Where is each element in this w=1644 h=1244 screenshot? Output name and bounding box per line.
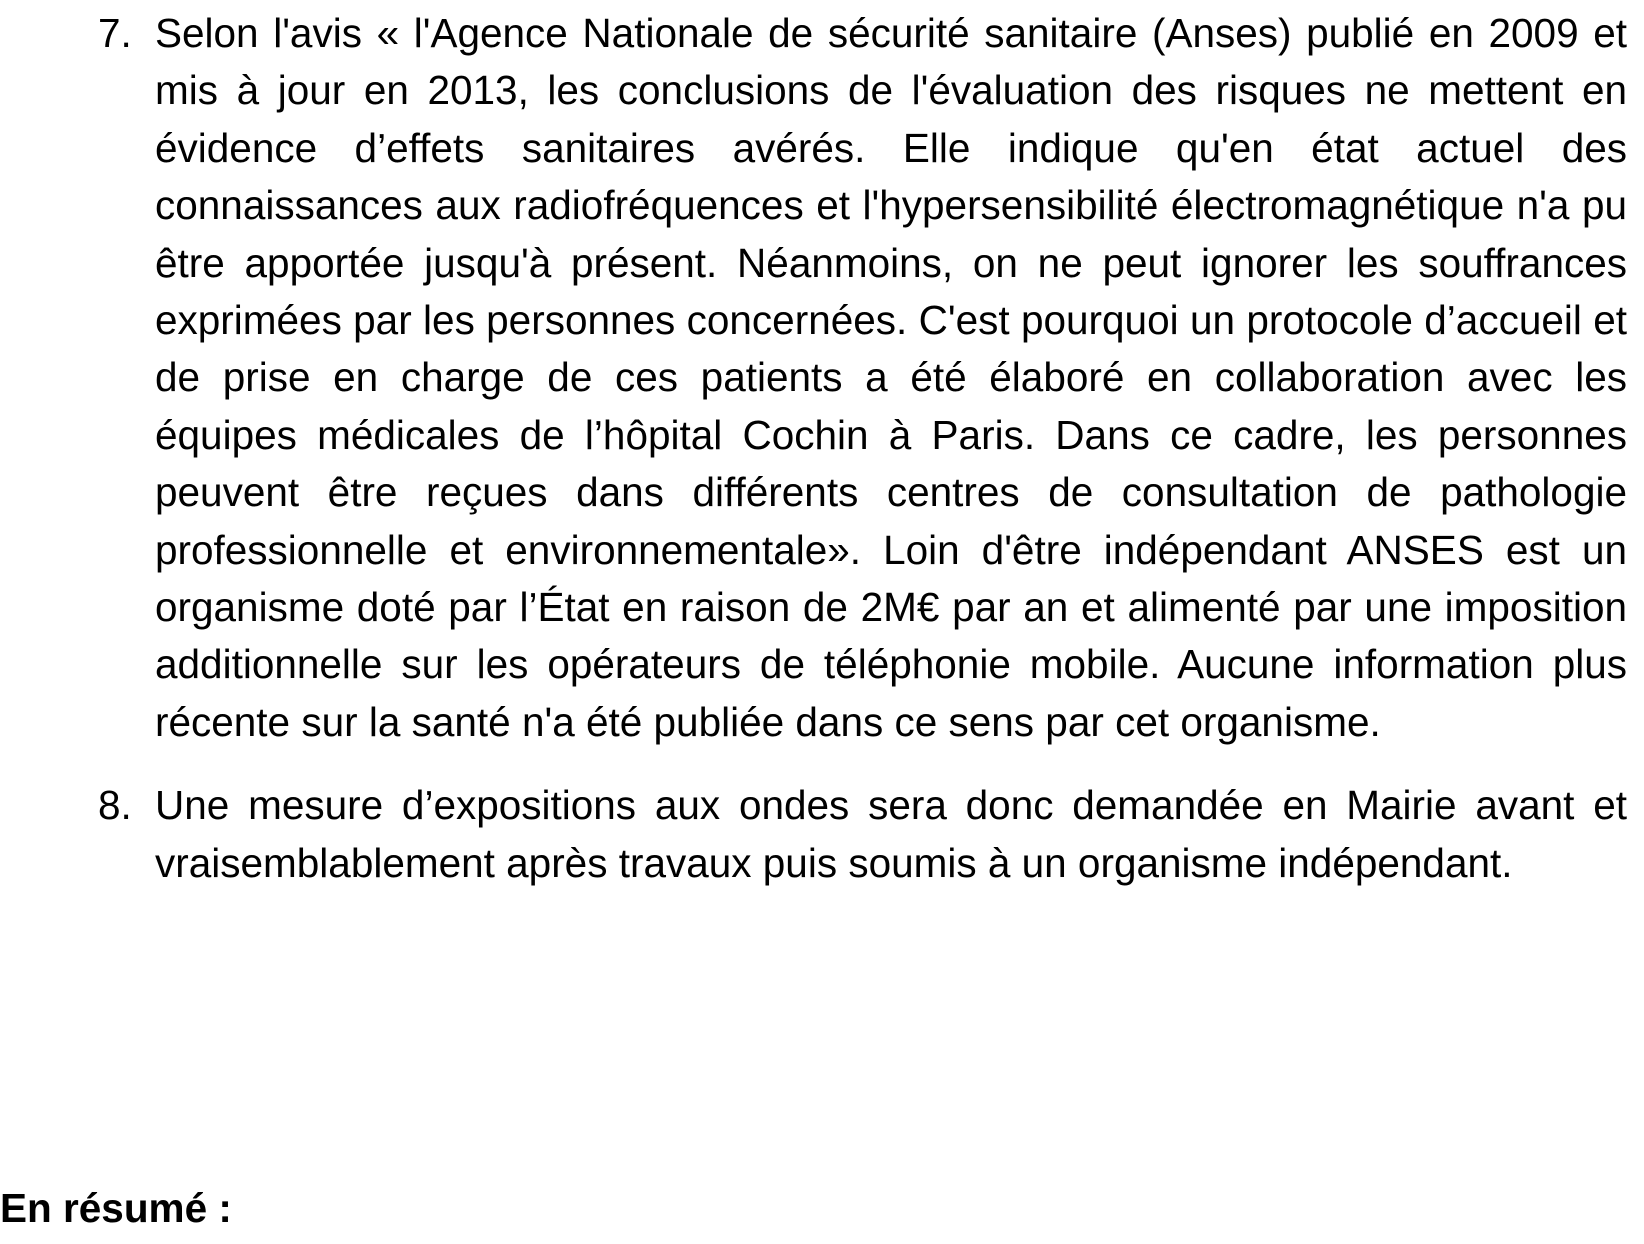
list-item-text: Selon l'avis « l'Agence Nationale de sécurité sanitaire (Anses) publié en 2009 et mis à jour en 2013, les conclusions de l'évaluation des risques ne mettent en évidence d’effets sanitaires avérés. Elle indique qu'en état actuel des connaissances aux radiofréquences et l'hypersensibilité électromagnétique n'a pu être apportée jusqu'à présent. Néanmoins, on ne peut ignorer les souffrances exprimées par les personnes concernées. C'est pourquoi un protocole d’accueil et de prise en charge de ces patients a été élaboré en collaboration avec les équipes médicales de l’hôpital Cochin à Paris. Dans ce cadre, les personnes peuvent être reçues dans différents centres de consultation de pathologie professionnelle et environnementale». Loin d'être indépendant ANSES est un organisme doté par l’État en raison de 2M€ par an et alimenté par une imposition additionnelle sur les opérateurs de téléphonie mobile. Aucune information plus récente sur la santé n'a été publiée dans ce sens par cet organisme. <box>155 10 1627 745</box>
list-item-number: 8. <box>98 782 132 829</box>
list-item-number: 7. <box>98 10 132 56</box>
list-item-8 <box>0 777 1644 892</box>
list-item-7 <box>0 5 1644 751</box>
numbered-list <box>0 5 1644 892</box>
summary-heading: En résumé : <box>0 1185 232 1231</box>
list-item-text: Une mesure d’expositions aux ondes sera donc demandée en Mairie avant et vraisemblablement après travaux puis soumis à un organisme indépendant. <box>155 782 1627 886</box>
